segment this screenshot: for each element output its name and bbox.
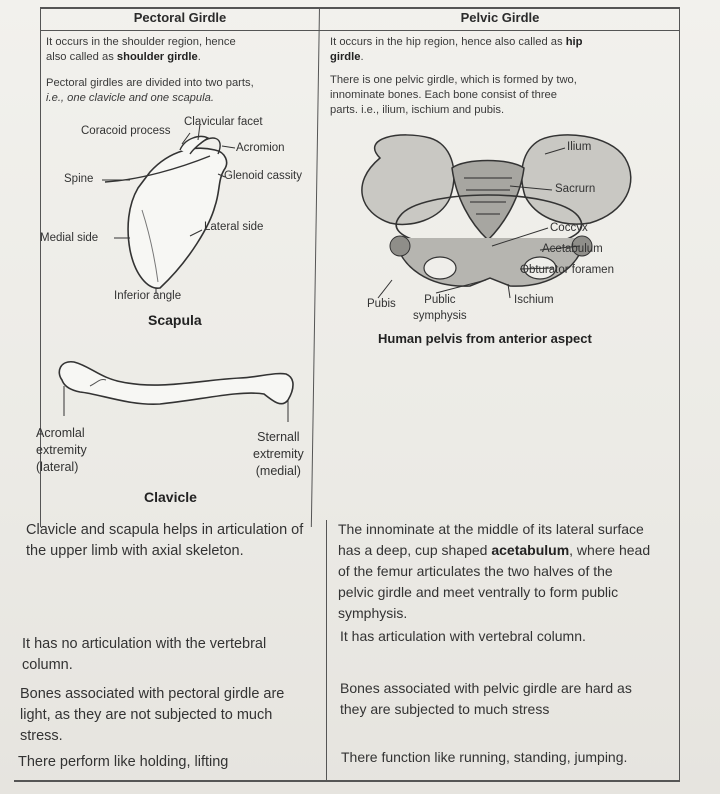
right-row1 xyxy=(338,519,678,624)
right-row1-bold: acetabulum xyxy=(491,542,570,558)
label-glenoid-cassity: Glenoid cassity xyxy=(224,170,302,182)
scapula-body xyxy=(128,148,227,288)
right-intro-bold-1: hip xyxy=(565,36,583,48)
header-pelvic-girdle: Pelvic Girdle xyxy=(460,10,540,25)
label-ischium: Ischium xyxy=(514,294,554,306)
left-intro-line2: also called as xyxy=(46,51,117,63)
right-row2: It has articulation with vertebral column. xyxy=(340,628,586,644)
label-spine: Spine xyxy=(64,173,94,185)
right-intro xyxy=(330,35,675,65)
left-parts-line1: Pectoral girdles are divided into two parts, xyxy=(46,77,254,89)
label-ilium: Ilium xyxy=(567,141,592,153)
label-coracoid-process: Coracoid process xyxy=(81,125,171,137)
right-row3-line1: Bones associated with pelvic girdle are hard as xyxy=(340,680,632,696)
label-sacrum: Sacrurn xyxy=(555,183,596,195)
left-intro xyxy=(46,35,316,65)
right-intro-end: . xyxy=(360,51,364,63)
label-pubis: Pubis xyxy=(367,298,396,310)
left-intro-bold: shoulder girdle xyxy=(116,51,198,63)
label-sternal-extremity xyxy=(253,429,304,480)
clavicle-caption: Clavicle xyxy=(144,489,197,505)
obturator-left xyxy=(424,257,456,279)
left-row1-line1: Clavicle and scapula helps in articulation of xyxy=(26,522,304,538)
right-desc-line2: innominate bones. Each bone consist of three xyxy=(330,89,558,101)
left-row2-line2: column. xyxy=(22,657,73,673)
left-row1-line2: the upper limb with axial skeleton. xyxy=(26,543,244,559)
sacrum xyxy=(452,161,524,241)
sternal-line3: (medial) xyxy=(255,464,301,478)
right-row3-line2: they are subjected to much stress xyxy=(340,701,550,717)
left-row3-line3: stress. xyxy=(20,728,63,744)
sternal-line1: Sternall xyxy=(257,430,300,444)
label-inferior-angle: Inferior angle xyxy=(114,290,182,302)
left-parts-line2: i.e., one clavicle and one scapula. xyxy=(46,92,214,104)
right-row1-line1: The innominate at the middle of its lateral surface xyxy=(338,521,644,537)
label-clavicular-facet: Clavicular facet xyxy=(184,116,263,128)
left-row3 xyxy=(20,684,320,747)
scapula-illustration xyxy=(30,110,330,310)
left-row1 xyxy=(26,520,326,562)
right-row3 xyxy=(340,678,680,720)
acetabulum-left xyxy=(390,236,410,256)
pelvis-caption: Human pelvis from anterior aspect xyxy=(378,331,592,346)
public-line2: symphysis xyxy=(413,310,467,322)
left-intro-line1: It occurs in the shoulder region, hence xyxy=(46,36,236,48)
right-row1-line2-end: , where head xyxy=(569,542,651,558)
left-parts xyxy=(46,76,316,106)
header-divider xyxy=(40,30,680,31)
right-row1-line5: symphysis. xyxy=(338,605,408,621)
right-desc-line3: parts. i.e., ilium, ischium and pubis. xyxy=(330,104,505,116)
right-row1-line2: has a deep, cup shaped xyxy=(338,542,492,558)
scapula-caption: Scapula xyxy=(148,312,202,328)
right-row1-line3: of the femur articulates the two halves of the xyxy=(338,563,613,579)
label-coccyx: Coccyx xyxy=(550,222,588,234)
left-row3-line2: light, as they are not subjected to much xyxy=(20,707,273,723)
clavicle-illustration xyxy=(50,350,310,430)
label-medial-side: Medial side xyxy=(40,232,99,244)
left-row3-line1: Bones associated with pectoral girdle are xyxy=(20,686,285,702)
label-acetabulum: Acetabulum xyxy=(542,243,603,255)
label-lateral-side: Lateral side xyxy=(204,221,264,233)
left-row2 xyxy=(22,634,322,676)
label-public-symphysis xyxy=(413,292,467,324)
ilium-left xyxy=(362,135,454,225)
right-border xyxy=(679,7,680,782)
right-intro-line1: It occurs in the hip region, hence also called as xyxy=(330,36,566,48)
column-divider-lower xyxy=(326,520,327,782)
acromial-line1: Acromlal xyxy=(36,426,85,440)
sternal-line2: extremity xyxy=(253,447,304,461)
bottom-border xyxy=(14,780,680,782)
right-desc-line1: There is one pelvic girdle, which is formed by two, xyxy=(330,74,577,86)
left-row2-line1: It has no articulation with the vertebral xyxy=(22,636,267,652)
right-row1-line4: pelvic girdle and meet ventrally to form public xyxy=(338,584,619,600)
label-acromion: Acromion xyxy=(236,142,285,154)
left-row4: There perform like holding, lifting xyxy=(18,754,229,770)
acromial-line3: (lateral) xyxy=(36,460,79,474)
label-acromial-extremity xyxy=(36,425,87,476)
right-desc xyxy=(330,73,675,118)
right-row4: There function like running, standing, jumping. xyxy=(341,749,628,765)
public-line1: Public xyxy=(424,294,456,306)
leader-acromion xyxy=(222,146,235,148)
table-top-border xyxy=(40,7,680,9)
left-intro-end: . xyxy=(197,51,201,63)
right-intro-bold-2: girdle xyxy=(330,51,361,63)
acromial-line2: extremity xyxy=(36,443,87,457)
header-pectoral-girdle: Pectoral Girdle xyxy=(133,10,227,25)
label-obturator-foramen: Obturator foramen xyxy=(520,264,614,276)
